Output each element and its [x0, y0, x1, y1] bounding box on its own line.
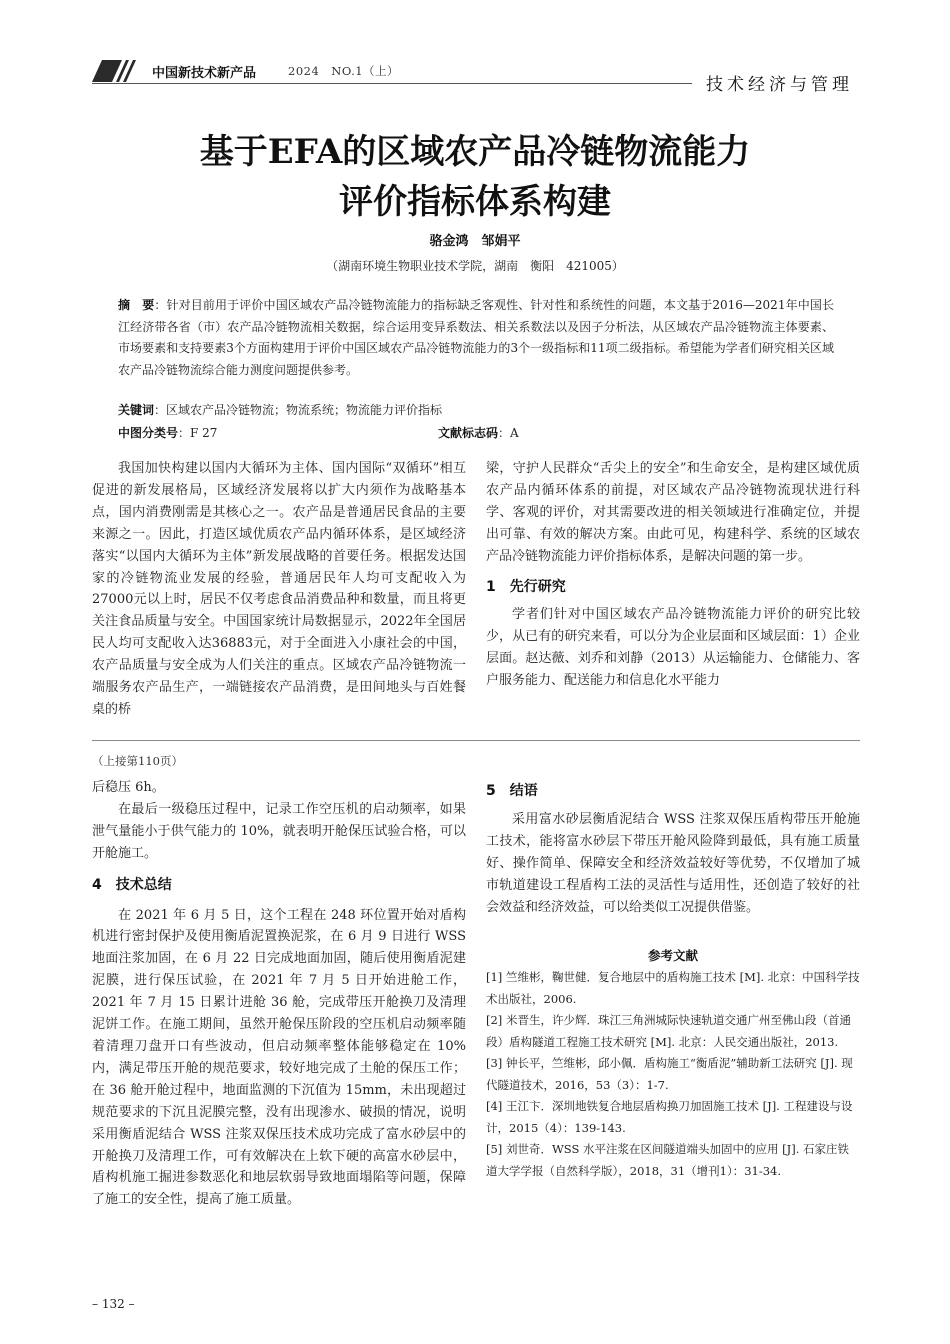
article-divider [92, 740, 860, 741]
keywords [118, 401, 834, 418]
section-heading-5: 5 结语 [486, 783, 538, 799]
lower-paragraph-1: 后稳压 6h。 [92, 780, 165, 795]
document-code-text: ：A [498, 426, 519, 440]
journal-name: 中国新技术新产品 [152, 66, 257, 81]
intro-paragraph: 我国加快构建以国内大循环为主体、国内国际“双循环”相互促进的新发展格局，区域经济发展将以扩大内须作为战略基本点，国内消费刚需是其核心之一。农产品是普通居民食品的主要来源之一。因此，打造区域优质农产品内循环体系，是区域经济落实“以国内大循环为主体”新发展战略的首要任务。根据发达国家的冷链物流业发展的经验，普通居民年人均可支配收入为27000元以上时，居民不仅考虑食品消费品种和数量，而且将更关注食品质量与安全。中国国家统计局数据显示，2022年全国居民人均可支配收入达36883元，对于全面进入小康社会的中国，农产品质量与安全成为人们关注的重点。区域农产品冷链物流一端服务农产品生产，一端链接农产品消费，是田间地头与百姓餐桌的桥 [92, 461, 466, 717]
section-heading-4: 4 技术总结 [92, 876, 172, 893]
header-rule [92, 83, 692, 84]
reference-item: [1] 竺维彬，鞠世健．复合地层中的盾构施工技术 [M]. 北京：中国科学技术出版社，2006. [486, 970, 860, 1006]
journal-issue: 2024 NO.1（上） [288, 64, 400, 78]
classification-text: ：F 27 [178, 426, 218, 440]
article-title-line2: 评价指标体系构建 [339, 182, 611, 222]
document-code-label: 文献标志码 [438, 426, 499, 440]
article-title-line1: 基于EFA的区域农产品冷链物流能力 [199, 132, 751, 172]
lower-left-column [92, 777, 466, 1211]
intro-continued-paragraph: 梁，守护人民群众“舌尖上的安全”和生命安全，是构建区域优质农产品内循环体系的前提，对区域农产品冷链物流现状进行科学、客观的评价，对其需要改进的相关领域进行准确定位，并提出可靠、有效的解决方案。由此可见，构建科学、系统的区域农产品冷链物流能力评价指标体系，是解决问题的第一步。 [486, 461, 860, 564]
references-list [486, 967, 860, 1182]
classification-label: 中图分类号 [118, 426, 179, 440]
continued-note: （上接第110页） [92, 754, 183, 768]
reference-item: [3] 钟长平，竺维彬，邱小佩．盾构施工“衡盾泥”辅助新工法研究 [J]. 现代隧道技术，2016，53（3）：1-7. [486, 1056, 853, 1092]
lower-paragraph-3: 在 2021 年 6 月 5 日，这个工程在 248 环位置开始对盾构机进行密封保护及使用衡盾泥置换泥浆，在 6 月 9 日进行 WSS 地面注浆加固，在 6 月 22 日完成地面加固，随后使用衡盾泥建泥膜，进行保压试验，在 2021 年 7 月 5 日开始进舱工作，2021 年 7 月 15 日累计进舱 36 舱，完成带压开舱换刀及清理泥饼工作。在施工期间，虽然开舱保压阶段的空压机启动频率随着清理刀盘开口有些波动，但启动频率整体能够稳定在 10% 内，满足带压开舱的规范要求，较好地完成了土舱的保压工作；在 36 舱开舱过程中，地面监测的下沉值为 15mm，未出现超过规范要求的下沉且泥膜完整，没有出现渗水、破损的情况，说明采用衡盾泥结合 WSS 注浆双保压技术成功完成了富水砂层中的开舱换刀及清理工作，可有效解决在上软下硬的高富水砂层中，盾构机施工掘进参数恶化和地层软弱导致地面塌陷等问题，保障了施工的安全性，提高了施工质量。 [92, 907, 466, 1208]
document-code [438, 424, 519, 441]
section-label: 技术经济与管理 [706, 75, 853, 95]
abstract [118, 295, 834, 381]
upper-left-column [92, 458, 466, 721]
journal-logo-icon [92, 60, 136, 82]
section-heading-1: 1 先行研究 [486, 578, 566, 595]
page-number: – 132 – [92, 1297, 135, 1311]
classification [118, 424, 217, 441]
reference-item: [5] 刘世奇．WSS 水平注浆在区间隧道端头加固中的应用 [J]. 石家庄铁道大学学报（自然科学版），2018，31（增刊1）：31-34. [486, 1142, 850, 1178]
section-1-paragraph: 学者们针对中国区域农产品冷链物流能力评价的研究比较少，从已有的研究来看，可以分为企业层面和区域层面：1）企业层面。赵达薇、刘乔和刘静（2013）从运输能力、仓储能力、客户服务能力、配送能力和信息化水平能力 [486, 607, 860, 689]
lower-paragraph-2: 在最后一级稳压过程中，记录工作空压机的启动频率，如果泄气量能小于供气能力的 10%，就表明开舱保压试验合格，可以开舱施工。 [92, 801, 466, 861]
lower-right-column [486, 781, 860, 918]
reference-item: [4] 王江卞．深圳地铁复合地层盾构换刀加固施工技术 [J]. 工程建设与设计，2015（4）：139-143. [486, 1099, 853, 1135]
abstract-text: ：针对目前用于评价中国区域农产品冷链物流能力的指标缺乏客观性、针对性和系统性的问题，本文基于2016—2021年中国长江经济带各省（市）农产品冷链物流相关数据，综合运用变异系数法、相关系数法以及因子分析法，从区域农产品冷链物流主体要素、市场要素和支持要素3个方面构建用于评价中国区域农产品冷链物流能力的3个一级指标和11项二级指标。希望能为学者们研究相关区域农产品冷链物流综合能力测度问题提供参考。 [118, 298, 834, 377]
references-title: 参考文献 [647, 948, 698, 963]
article-affiliation: （湖南环境生物职业技术学院，湖南 衡阳 421005） [326, 259, 624, 273]
keywords-text: ：区域农产品冷链物流；物流系统；物流能力评价指标 [154, 403, 443, 417]
reference-item: [2] 米晋生，许少辉．珠江三角洲城际快速轨道交通广州至佛山段（首通段）盾构隧道工程施工技术研究 [M]. 北京：人民交通出版社，2013. [486, 1013, 851, 1049]
conclusion-paragraph: 采用富水砂层衡盾泥结合 WSS 注浆双保压盾构带压开舱施工技术，能将富水砂层下带压开舱风险降到最低，具有施工质量好、操作简单、保障安全和经济效益较好等优势，不仅增加了城市轨道建设工程盾构工法的灵活性与适用性，还创造了较好的社会效益和经济效益，可以给类似工况提供借鉴。 [486, 811, 860, 915]
keywords-label: 关键词 [118, 403, 155, 417]
abstract-label: 摘 要 [118, 298, 155, 312]
article-authors: 骆金鸿 邹娟平 [429, 234, 521, 249]
upper-right-column [486, 458, 860, 692]
